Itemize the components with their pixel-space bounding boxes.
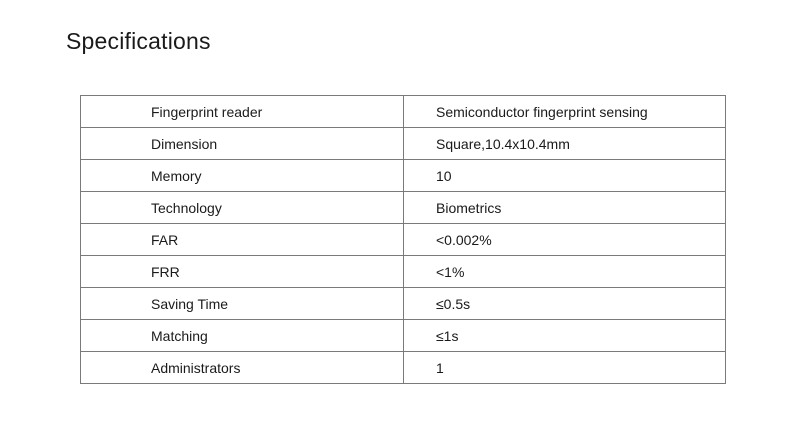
table-row	[81, 160, 726, 192]
table-row	[81, 288, 726, 320]
spec-label: Fingerprint reader	[81, 96, 404, 128]
table-row	[81, 96, 726, 128]
spec-label: Administrators	[81, 352, 404, 384]
spec-value: <1%	[404, 256, 726, 288]
table-row	[81, 224, 726, 256]
spec-label: Saving Time	[81, 288, 404, 320]
spec-label: Dimension	[81, 128, 404, 160]
table-row	[81, 320, 726, 352]
table-row	[81, 352, 726, 384]
spec-label: Technology	[81, 192, 404, 224]
spec-value: Square,10.4x10.4mm	[404, 128, 726, 160]
table-row	[81, 256, 726, 288]
spec-value: 1	[404, 352, 726, 384]
spec-value: Semiconductor fingerprint sensing	[404, 96, 726, 128]
spec-value: ≤0.5s	[404, 288, 726, 320]
spec-label: Matching	[81, 320, 404, 352]
table-row	[81, 128, 726, 160]
spec-value: Biometrics	[404, 192, 726, 224]
page-title: Specifications	[66, 28, 211, 54]
spec-value: ≤1s	[404, 320, 726, 352]
spec-value: <0.002%	[404, 224, 726, 256]
spec-label: FRR	[81, 256, 404, 288]
spec-value: 10	[404, 160, 726, 192]
spec-label: FAR	[81, 224, 404, 256]
spec-label: Memory	[81, 160, 404, 192]
table-row	[81, 192, 726, 224]
specifications-table	[80, 95, 726, 384]
